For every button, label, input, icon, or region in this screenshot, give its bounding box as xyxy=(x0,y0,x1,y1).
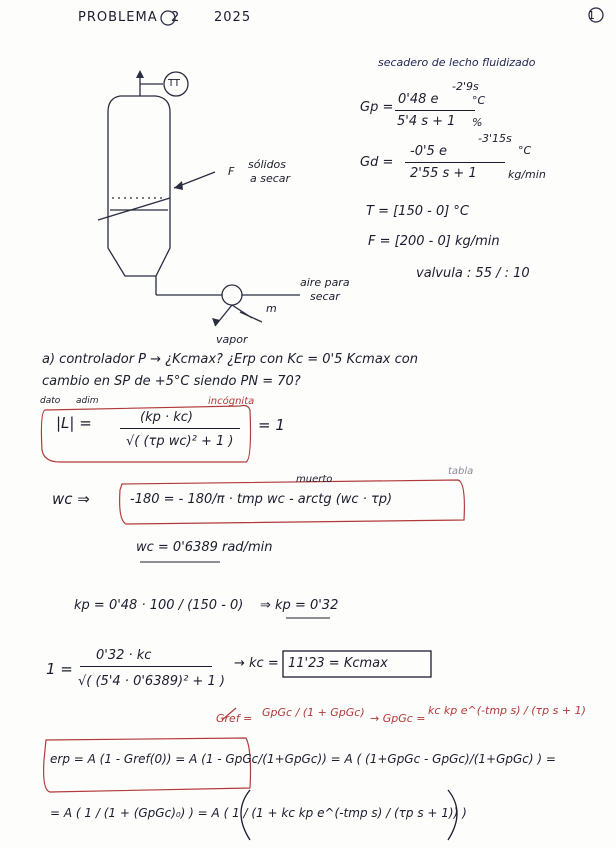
gref-label: Gref = xyxy=(216,712,253,725)
kc-result: 11'23 = Kcmax xyxy=(288,656,388,671)
gp-denominator: 5'4 s + 1 xyxy=(397,114,456,129)
problem-title: PROBLEMA xyxy=(78,10,158,25)
gpgc-fraction: kc kp e^(-tmp s) / (τp s + 1) xyxy=(428,704,586,717)
air-label-2: secar xyxy=(310,290,340,303)
note-incognita: incógnita xyxy=(208,396,255,407)
question-line-2: cambio en SP de +5°C siendo PN = 70? xyxy=(42,374,301,389)
gd-denominator: 2'55 s + 1 xyxy=(410,166,477,181)
eq4-denominator: √( (5'4 · 0'6389)² + 1 ) xyxy=(78,674,225,689)
slanted-pipe-icon xyxy=(98,198,170,220)
feed-label-f: F xyxy=(228,165,235,178)
feed-label-1: sólidos xyxy=(248,158,287,171)
gp-unit: °C xyxy=(472,94,486,107)
note-dato: dato xyxy=(40,396,61,406)
eq4-arrow: → kc = xyxy=(234,656,279,671)
eq1-rhs: = 1 xyxy=(258,416,285,434)
dryer-column-icon xyxy=(108,96,170,276)
gd-exponent: -3'15s xyxy=(478,132,512,145)
question-line-1: a) controlador P → ¿Kcmax? ¿Erp con Kc = 0'5 Kcmax con xyxy=(42,352,418,367)
eq4-numerator: 0'32 · kc xyxy=(96,648,152,663)
valvula-spec: valvula : 55 / : 10 xyxy=(416,266,530,281)
tt-label: TT xyxy=(168,78,181,89)
problem-number: 2 xyxy=(171,10,180,25)
page-number: 1 xyxy=(588,9,595,22)
gpgc-label: → GpGc = xyxy=(370,712,426,725)
kp-equation: kp = 0'48 · 100 / (150 - 0) xyxy=(74,598,244,613)
erp-line: erp = A (1 - Gref(0)) = A (1 - GpGc/(1+GpGc)) = A ( (1+GpGc - GpGc)/(1+GpGc) ) = xyxy=(50,752,556,766)
feed-label-2: a secar xyxy=(250,172,291,185)
note-adim: adim xyxy=(76,396,99,406)
eq1-numerator: (kp · kc) xyxy=(140,410,193,425)
wc-value: wc = 0'6389 rad/min xyxy=(136,540,273,555)
eq1-denominator: √( (τp wc)² + 1 ) xyxy=(126,434,234,449)
eq2: -180 = - 180/π · tmp wc - arctg (wc · τp) xyxy=(130,492,393,507)
problem-year: 2025 xyxy=(214,10,252,25)
f-range: F = [200 - 0] kg/min xyxy=(368,234,500,249)
kp-result: ⇒ kp = 0'32 xyxy=(260,598,339,613)
eq1-fraction-bar xyxy=(120,428,240,429)
gref-fraction: GpGc / (1 + GpGc) xyxy=(262,706,365,719)
eq4-fraction-bar xyxy=(80,666,212,667)
data-title: secadero de lecho fluidizado xyxy=(378,56,536,69)
eq1-lhs: |L| = xyxy=(56,414,92,432)
number-circle-icon xyxy=(161,11,175,25)
eq4-lhs: 1 = xyxy=(46,660,73,678)
t-range: T = [150 - 0] °C xyxy=(366,204,469,219)
note-tabla: tabla xyxy=(448,466,474,477)
gd-den-unit: kg/min xyxy=(508,168,546,181)
steam-label: vapor xyxy=(216,333,248,346)
gd-numerator: -0'5 e xyxy=(410,144,447,159)
air-label-1: aire para xyxy=(300,276,350,289)
gp-numerator: 0'48 e xyxy=(398,92,439,107)
page-circle-icon xyxy=(589,8,603,22)
gp-label: Gp = xyxy=(360,100,394,115)
gp-den-unit: % xyxy=(472,116,483,129)
gd-label: Gd = xyxy=(360,155,394,170)
gd-fraction-bar xyxy=(405,162,505,163)
heat-exchanger-icon xyxy=(222,285,242,305)
note-muerto: muerto xyxy=(296,474,333,485)
gd-unit: °C xyxy=(518,144,532,157)
gp-fraction-bar xyxy=(395,110,475,111)
gp-exponent: -2'9s xyxy=(452,80,479,93)
wc-label: wc ⇒ xyxy=(52,490,90,508)
last-line: = A ( 1 / (1 + (GpGc)₀) ) = A ( 1 / (1 + kc kp e^(-tmp s) / (τp s + 1)) ) xyxy=(50,806,467,820)
valve-label: m xyxy=(266,302,277,315)
